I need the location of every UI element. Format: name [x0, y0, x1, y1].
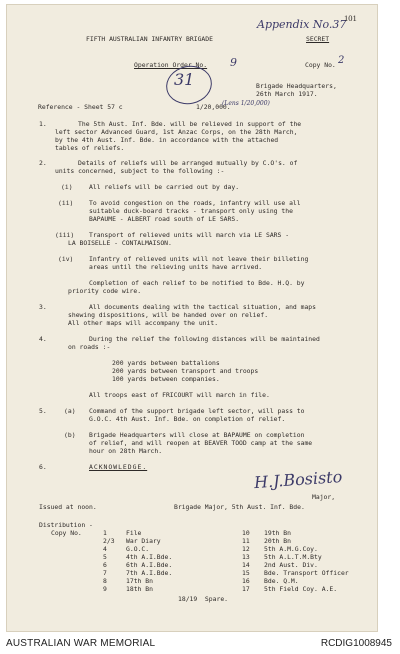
distance-line: 200 yards between battalions	[112, 359, 220, 367]
distribution-recipient: 18th Bn	[126, 585, 153, 593]
circled-number: 31	[174, 70, 195, 89]
distribution-number: 15	[242, 569, 250, 577]
completion-line: Completion of each relief to be notified to Bde. H.Q. by	[89, 279, 305, 287]
para-1-line: left sector Advanced Guard, 1st Anzac Corps, on the 28th March,	[55, 128, 298, 136]
para-3-line: All other maps will accompany the unit.	[68, 319, 219, 327]
distribution-number: 7	[103, 569, 107, 577]
copy-label: Copy No.	[305, 61, 336, 69]
para-5-line: hour on 28th March.	[89, 447, 163, 455]
distribution-recipient: 17th Bn	[126, 577, 153, 585]
fricourt-line: All troops east of FRICOURT will march in file.	[89, 391, 270, 399]
distribution-recipient: Bde. Transport Officer	[264, 569, 349, 577]
distribution-recipient: 5th A.L.T.M.Bty	[264, 553, 322, 561]
signature: H.J.Bosisto	[253, 466, 343, 493]
subpara-number: (ii)	[58, 199, 74, 207]
distribution-recipient: 5th A.M.G.Coy.	[264, 545, 318, 553]
reference-note: (Lens 1/20,000)	[222, 100, 270, 107]
para-4-number: 4.	[39, 335, 47, 343]
order-label: Operation Order No.	[134, 61, 208, 69]
distribution-recipient: 20th Bn	[264, 537, 291, 545]
map-scale: 1/20,000.	[196, 103, 231, 111]
archive-source: AUSTRALIAN WAR MEMORIAL	[6, 638, 156, 649]
para-5-line: Command of the support brigade left sector, will pass to	[89, 407, 305, 415]
order-date: 26th March 1917.	[256, 90, 318, 98]
para-3-number: 3.	[39, 303, 47, 311]
distribution-recipient: 2nd Aust. Div.	[264, 561, 318, 569]
distribution-number: 6	[103, 561, 107, 569]
para-2-number: 2.	[39, 159, 47, 167]
brigade-title: FIFTH AUSTRALIAN INFANTRY BRIGADE	[86, 35, 213, 43]
para-1-line: The 5th Aust. Inf. Bde. will be relieved in support of the	[78, 120, 302, 128]
subpara-number: (b)	[64, 431, 76, 439]
distribution-number: 8	[103, 577, 107, 585]
page-number: 101	[344, 13, 357, 23]
hq-label: Brigade Headquarters,	[256, 82, 337, 90]
copy-no-label: Copy No.	[51, 529, 82, 537]
distribution-number: 1	[103, 529, 107, 537]
para-1-number: 1.	[39, 120, 47, 128]
copy-number: 2	[338, 55, 345, 66]
acknowledge: ACKNOWLEDGE.	[89, 463, 148, 471]
distribution-recipient: War Diary	[126, 537, 161, 545]
distribution-number: 13	[242, 553, 250, 561]
distribution-number: 9	[103, 585, 107, 593]
subpara-line: All reliefs will be carried out by day.	[89, 183, 240, 191]
distribution-recipient: 19th Bn	[264, 529, 291, 537]
signoff-title: Brigade Major, 5th Aust. Inf. Bde.	[174, 503, 305, 511]
document-page	[6, 4, 378, 632]
distribution-number: 10	[242, 529, 250, 537]
spare-copies: 18/19 Spare.	[178, 595, 229, 603]
subpara-line: To avoid congestion on the roads, infantry will use all	[89, 199, 301, 207]
distribution-number: 12	[242, 545, 250, 553]
subpara-line: areas until the relieving units have arrived.	[89, 263, 263, 271]
subpara-number: (i)	[61, 183, 73, 191]
distribution-number: 5	[103, 553, 107, 561]
para-1-line: by the 4th Aust. Inf. Bde. in accordance with the attached	[55, 136, 279, 144]
para-5-line: of relief, and will reopen at BEAVER TOOD camp at the same	[89, 439, 313, 447]
distribution-recipient: 4th A.I.Bde.	[126, 553, 173, 561]
distribution-number: 16	[242, 577, 250, 585]
para-4-line: on roads :-	[68, 343, 111, 351]
distance-line: 200 yards between transport and troops	[112, 367, 259, 375]
para-5-line: Brigade Headquarters will close at BAPAUME on completion	[89, 431, 305, 439]
distribution-recipient: 6th A.I.Bde.	[126, 561, 173, 569]
para-2-line: units concerned, subject to the following :-	[55, 167, 225, 175]
para-4-line: During the relief the following distances will be maintained	[89, 335, 320, 343]
subpara-line: Infantry of relieved units will not leave their billeting	[89, 255, 309, 263]
subpara-number: (a)	[64, 407, 76, 415]
distribution-number: 14	[242, 561, 250, 569]
archive-footer	[0, 632, 400, 654]
distribution-number: 4	[103, 545, 107, 553]
subpara-line: LA BOISELLE - CONTALMAISON.	[68, 239, 172, 247]
distribution-recipient: File	[126, 529, 142, 537]
distribution-number: 2/3	[103, 537, 115, 545]
subpara-line: Transport of relieved units will march via LE SARS -	[89, 231, 290, 239]
para-3-line: shewing dispositions, will be handed over on relief.	[68, 311, 269, 319]
subpara-number: (iv)	[58, 255, 74, 263]
distribution-label: Distribution -	[39, 521, 93, 529]
distribution-number: 11	[242, 537, 250, 545]
issued-at: Issued at noon.	[39, 503, 97, 511]
subpara-number: (iii)	[55, 231, 75, 239]
distribution-number: 17	[242, 585, 250, 593]
secret-stamp: SECRET	[306, 35, 330, 43]
subpara-line: suitable duck-board tracks - transport only using the	[89, 207, 293, 215]
appendix-note: Appendix No.37	[257, 18, 347, 31]
archive-id: RCDIG1008945	[320, 638, 392, 649]
order-number: 9	[230, 56, 237, 69]
signoff-rank: Major,	[312, 493, 336, 501]
para-1-line: tables of reliefs.	[55, 144, 125, 152]
distribution-recipient: G.O.C.	[126, 545, 150, 553]
distance-line: 100 yards between companies.	[112, 375, 220, 383]
completion-line: priority code wire.	[68, 287, 142, 295]
para-3-line: All documents dealing with the tactical situation, and maps	[89, 303, 317, 311]
para-5-line: G.O.C. 4th Aust. Inf. Bde. on completion of relief.	[89, 415, 286, 423]
para-6-number: 6.	[39, 463, 47, 471]
subpara-line: BAPAUME - ALBERT road south of LE SARS.	[89, 215, 240, 223]
para-5-number: 5.	[39, 407, 47, 415]
distribution-recipient: 7th A.I.Bde.	[126, 569, 173, 577]
map-reference: Reference - Sheet 57 c	[38, 103, 123, 111]
distribution-recipient: 5th Field Coy. A.E.	[264, 585, 338, 593]
para-2-line: Details of reliefs will be arranged mutually by C.O's. of	[78, 159, 298, 167]
distribution-recipient: Bde. Q.M.	[264, 577, 299, 585]
